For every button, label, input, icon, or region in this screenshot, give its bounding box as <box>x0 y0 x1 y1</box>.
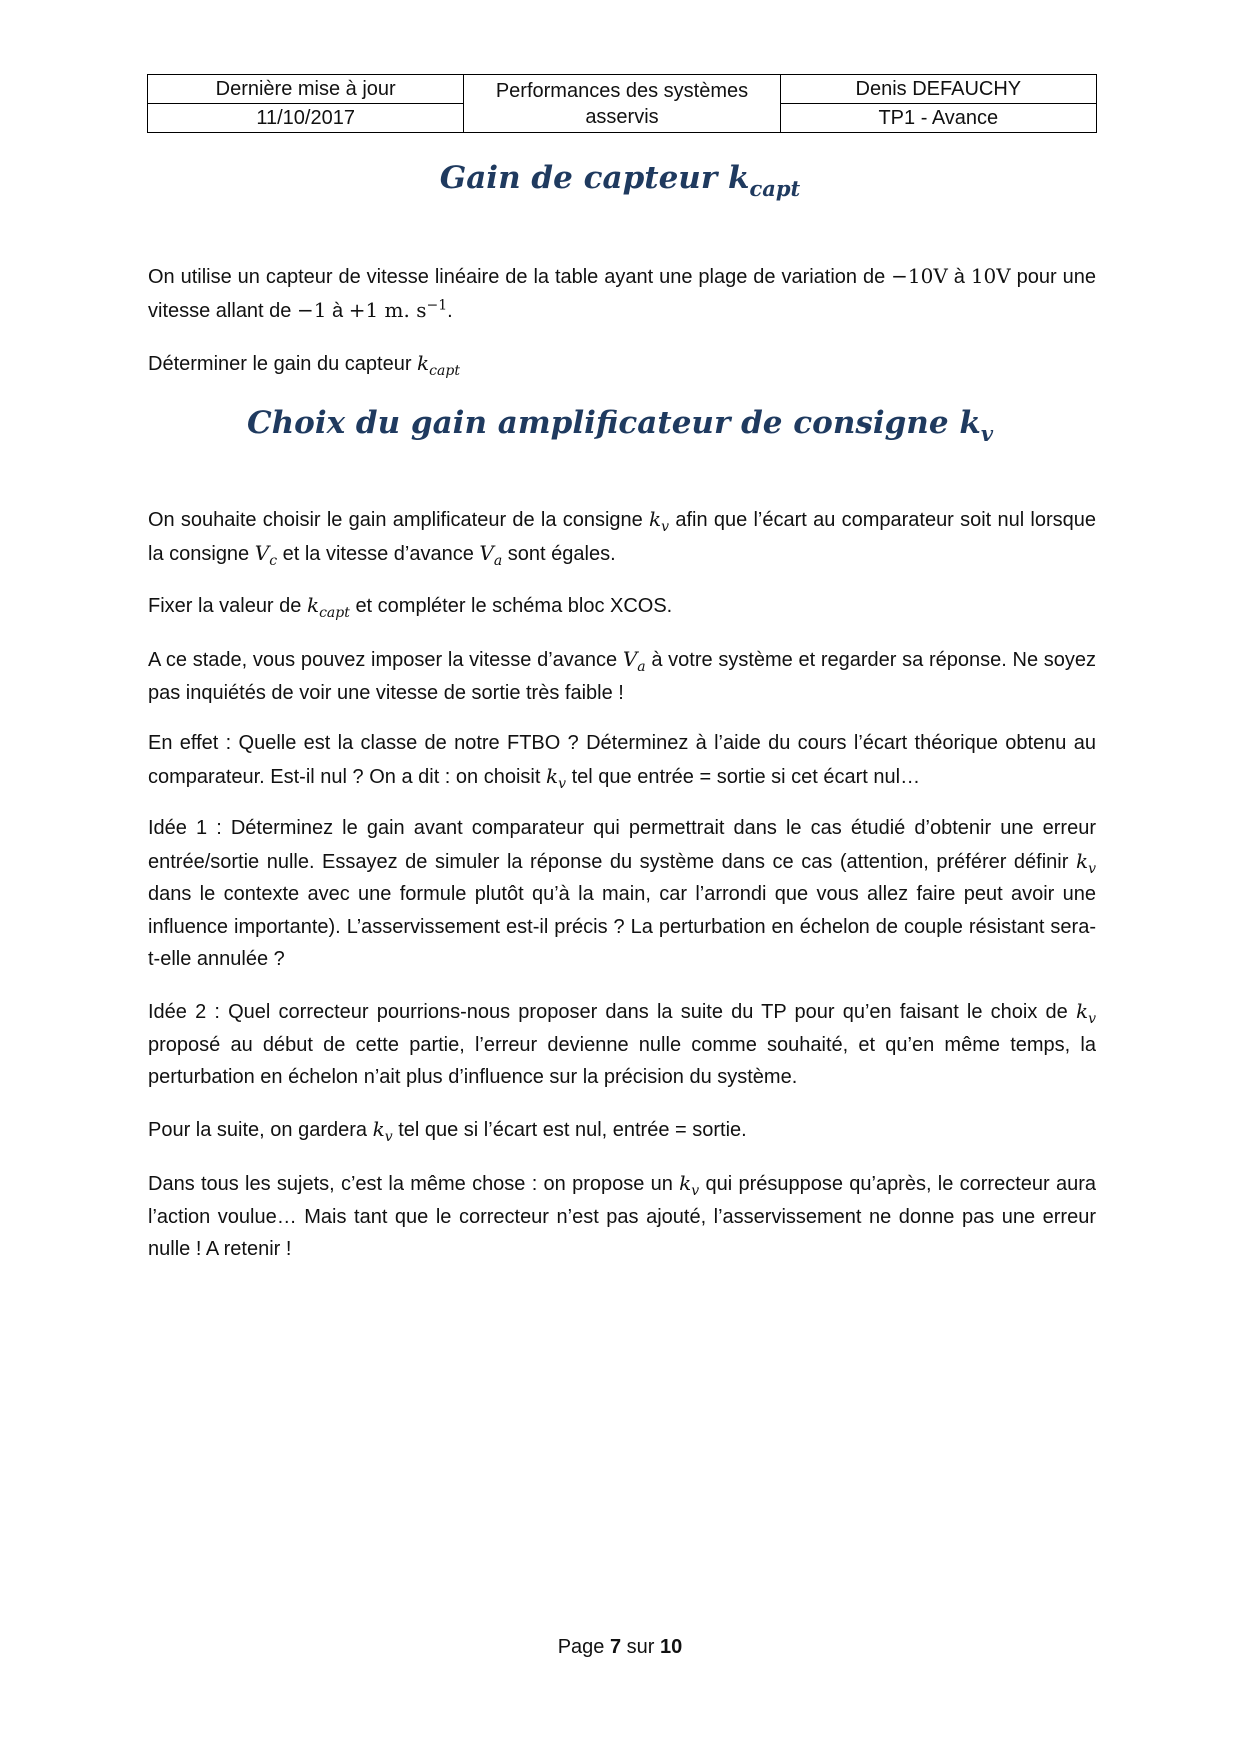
paragraph-idee-1: Idée 1 : Déterminez le gain avant comparateur qui permettrait dans le cas étudié d’obtenir une erreur entrée/sortie nulle. Essayez de simuler la réponse du système dans ce cas (attention, préférer définir $k_v$ dans le contexte avec une formule plutôt qu’à la main, car l’arrondi que vous allez faire peut avoir une influence importante). L’asservissement est-il précis ? La perturbation en échelon de couple résistant sera-t-elle annulée ? <box>148 817 1096 970</box>
paragraph-en-effet: En effet : Quelle est la classe de notre FTBO ? Déterminez à l’aide du cours l’écart théorique obtenu au comparateur. Est-il nul ? On a dit : on choisit $k_v$ tel que entrée = sortie si cet écart nul… <box>148 732 1096 792</box>
page-footer: Page 7 sur 10 <box>557 1636 683 1658</box>
section-title-gain-capteur: Gain de capteur $k_{capt}$ <box>439 160 801 201</box>
section-title-choix-gain: Choix du gain amplificateur de consigne $k_v$ <box>246 405 994 446</box>
paragraph-tous-les-sujets: Dans tous les sujets, c’est la même chose : on propose un $k_v$ qui présuppose qu’après, le correcteur aura l’action voulue… Mais tant que le correcteur n’est pas ajouté, l’asservissement ne donne pas une erreur nulle ! A retenir ! <box>148 1171 1096 1260</box>
course-title: Performances des systèmes asservis <box>464 75 780 133</box>
current-page-number: 7 <box>609 1636 622 1658</box>
header-table <box>147 74 1097 133</box>
paragraph-consigne: On souhaite choisir le gain amplificateur de la consigne $k_v$ afin que l’écart au comparateur soit nul lorsque la consigne $V_c$ et la vitesse d’avance $V_a$ sont égales. <box>148 507 1097 569</box>
paragraph-idee-2: Idée 2 : Quel correcteur pourrions-nous proposer dans la suite du TP pour qu’en faisant le choix de $k_v$ proposé au début de cette partie, l’erreur devienne nulle comme souhaité, et qu’en même temps, la perturbation en échelon n’ait plus d’influence sur la précision du système. <box>148 999 1096 1088</box>
tp-label: TP1 - Avance <box>780 104 1096 133</box>
last-update-label: Dernière mise à jour <box>148 75 464 104</box>
paragraph-capteur-description: On utilise un capteur de vitesse linéaire de la table ayant une plage de variation de −10V à 10V pour une vitesse allant de −1 à +1 m. $s^{-1}$. <box>148 264 1096 322</box>
author-name: Denis DEFAUCHY <box>780 75 1096 104</box>
paragraph-pour-la-suite: Pour la suite, on gardera $k_v$ tel que si l’écart est nul, entrée = sortie. <box>148 1117 747 1145</box>
paragraph-determiner-gain: Déterminer le gain du capteur $k_{capt}$ <box>148 351 460 379</box>
paragraph-ce-stade: A ce stade, vous pouvez imposer la vitesse d’avance $V_a$ à votre système et regarder sa réponse. Ne soyez pas inquiétés de voir une vitesse de sortie très faible ! <box>148 647 1097 704</box>
update-date: 11/10/2017 <box>148 104 464 133</box>
total-pages-number: 10 <box>660 1636 683 1658</box>
paragraph-fixer-valeur: Fixer la valeur de $k_{capt}$ et compléter le schéma bloc XCOS. <box>148 593 673 621</box>
